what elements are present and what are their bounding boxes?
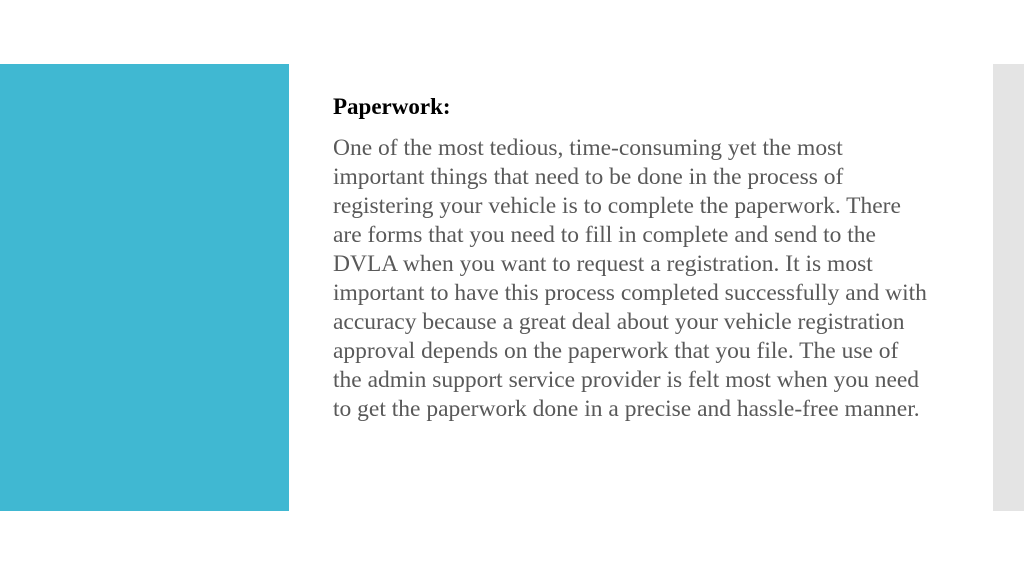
accent-panel (0, 64, 289, 511)
side-bar (993, 64, 1024, 511)
slide-content (333, 92, 933, 424)
slide-body-text: One of the most tedious, time-consuming yet the most important things that need to be done in the process of registering your vehicle is to complete the paperwork. There are forms that you need to fill in complete and send to the DVLA when you want to request a registration. It is most important to have this process completed successfully and with accuracy because a great deal about your vehicle registration approval depends on the paperwork that you file. The use of the admin support service provider is felt most when you need to get the paperwork done in a precise and hassle-free manner. (333, 135, 927, 422)
slide-heading: Paperwork: (333, 94, 451, 119)
